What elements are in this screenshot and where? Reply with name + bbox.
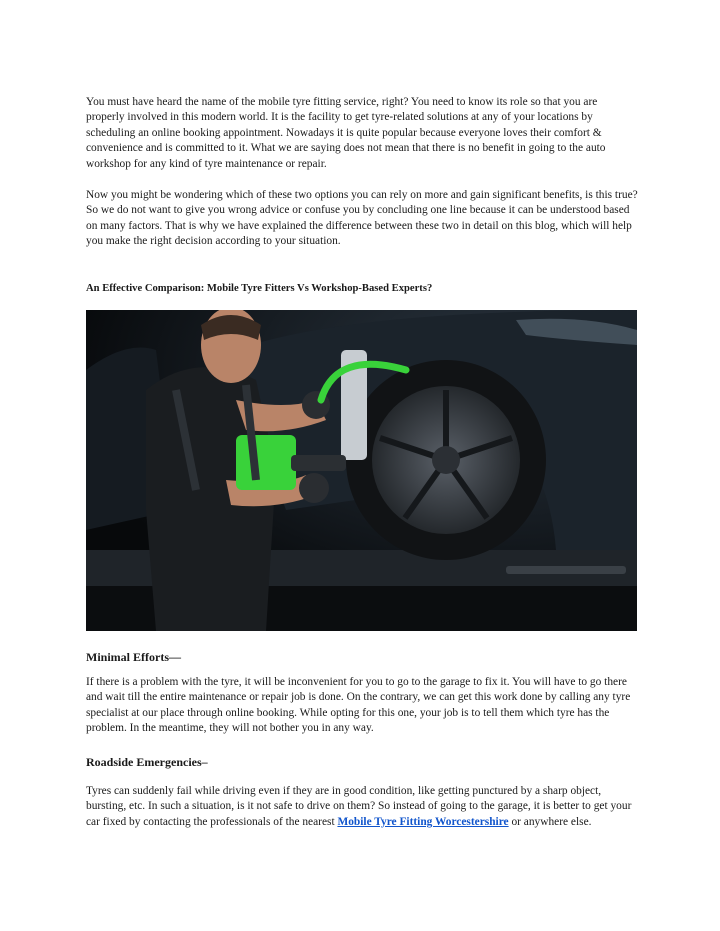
roadside-text-before-link: Tyres can suddenly fail while driving even if they are in good condition, like getting punctured by a sharp object, bursting, etc. In such a situation, is it not safe to drive on them? So instead of going to the garage, it is better to get your car fixed by contacting the professionals of the nearest xyxy=(86,785,632,828)
glove xyxy=(299,473,329,503)
section-body-roadside xyxy=(86,784,638,830)
section-body-minimal-efforts: If there is a problem with the tyre, it will be inconvenient for you to go to the garage to fix it. You will have to go there and wait till the entire maintenance or repair job is done. On the contrary, we can get this work done by calling any tyre specialist at our place through online booking. While opting for this one, your job is to tell them which tyre has the problem. In the meantime, they will not bother you in any way. xyxy=(86,676,631,735)
section-title-minimal-efforts: Minimal Efforts— xyxy=(86,650,181,664)
hub xyxy=(432,446,460,474)
section-title-roadside: Roadside Emergencies– xyxy=(86,755,208,769)
impact-wrench xyxy=(236,435,296,490)
mobile-tyre-fitting-link[interactable]: Mobile Tyre Fitting Worcestershire xyxy=(337,815,509,828)
mechanic-wheel-photo xyxy=(86,310,637,631)
comparison-heading: An Effective Comparison: Mobile Tyre Fitters Vs Workshop-Based Experts? xyxy=(86,283,433,294)
photo-illustration xyxy=(86,310,637,631)
roadside-text-after-link: or anywhere else. xyxy=(508,815,592,828)
intro-paragraph-1: You must have heard the name of the mobile tyre fitting service, right? You need to know its role so that you are properly involved in this modern world. It is the facility to get tyre-related solutions at any of your locations by scheduling an online booking appointment. Nowadays it is quite popular because everyone loves their comfort & convenience and is committed to it. What we are saying does not mean that there is no benefit in going to the auto workshop for any kind of tyre maintenance or repair. xyxy=(86,96,606,170)
intro-paragraph-2: Now you might be wondering which of these two options you can rely on more and gain significant benefits, is this true? So we do not want to give you wrong advice or confuse you by concluding one line because it can be understood based on many factors. That is why we have explained the difference between these two in detail on this blog, which will help you make the right decision according to your situation. xyxy=(86,189,638,248)
wrench-socket xyxy=(291,455,346,471)
lift-arm xyxy=(506,566,626,574)
